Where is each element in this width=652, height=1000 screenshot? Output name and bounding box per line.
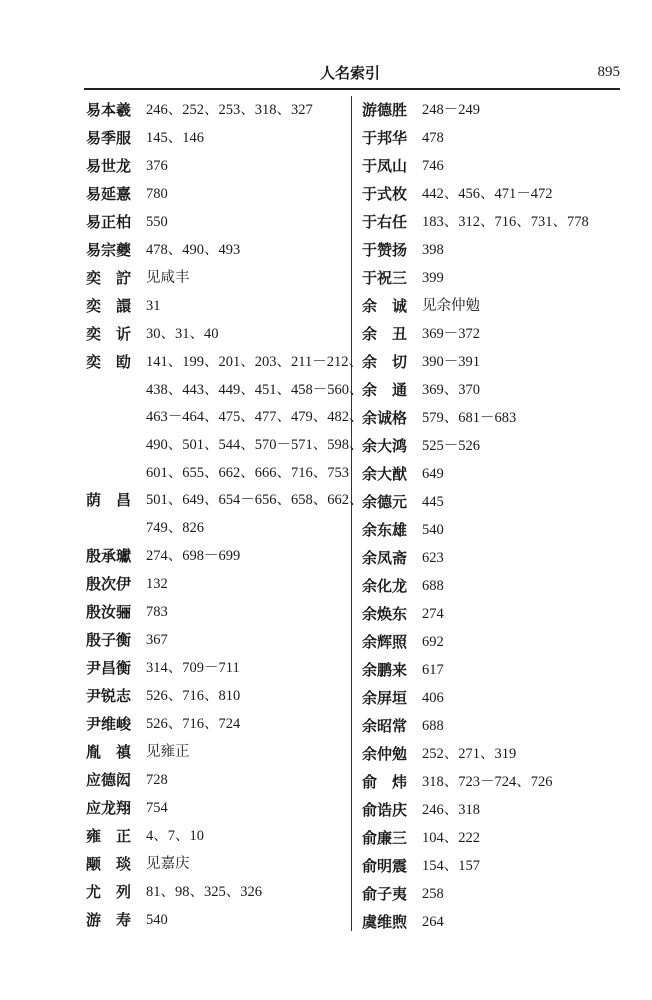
right-index-column — [362, 96, 620, 936]
index-entry — [362, 208, 620, 236]
entry-name: 殷汝骊 — [86, 602, 132, 621]
page-ref-line: 132 — [146, 575, 168, 592]
index-entry — [362, 96, 620, 124]
page-ref-line: 314、709－711 — [146, 659, 240, 676]
page-ref-line: 274 — [422, 606, 444, 622]
entry-page-refs — [146, 682, 348, 710]
page-ref-line: 445 — [422, 494, 444, 510]
entry-page-refs — [146, 878, 348, 906]
entry-page-refs — [422, 320, 620, 348]
index-entry — [86, 570, 348, 598]
entry-name: 俞炜 — [362, 773, 423, 791]
entry-page-refs — [422, 600, 620, 628]
page-ref-line: 501、649、654－656、658、662、 — [146, 492, 364, 509]
entry-name: 余大鸿 — [362, 437, 408, 455]
entry-name: 尤列 — [86, 882, 147, 901]
entry-page-refs — [146, 264, 348, 292]
entry-page-refs — [146, 570, 348, 598]
page-ref-line: 81、98、325、326 — [146, 883, 262, 900]
index-entry — [86, 152, 348, 180]
index-entry — [86, 320, 348, 348]
entry-page-refs — [422, 264, 620, 292]
entry-name: 余大猷 — [362, 465, 408, 483]
entry-page-refs — [146, 542, 348, 570]
page-ref-line: 478、490、493 — [146, 242, 241, 258]
entry-page-refs — [146, 348, 364, 486]
page-ref-line: 264 — [422, 914, 444, 930]
page-ref-line: 390－391 — [422, 354, 480, 370]
entry-page-refs — [422, 292, 620, 320]
entry-page-refs — [422, 152, 620, 180]
entry-name: 俞子夷 — [362, 885, 408, 903]
page-ref-line: 649 — [422, 466, 444, 482]
page-number: 895 — [597, 64, 620, 80]
entry-page-refs — [422, 628, 620, 656]
index-entry — [362, 600, 620, 628]
index-entry — [362, 740, 620, 768]
entry-name: 应德闳 — [86, 770, 132, 789]
index-entry — [362, 292, 620, 320]
index-entry — [362, 824, 620, 852]
entry-name: 奕譞 — [86, 297, 147, 315]
page-ref-line: 728 — [146, 771, 168, 788]
index-entry — [86, 626, 348, 654]
entry-name: 余辉照 — [362, 633, 408, 651]
page-ref-line: 525－526 — [422, 438, 480, 454]
page-ref-line: 104、222 — [422, 830, 480, 846]
entry-page-refs — [422, 180, 620, 208]
entry-name: 余德元 — [362, 493, 408, 511]
page-ref-line: 见余仲勉 — [422, 298, 480, 314]
page-ref-line: 780 — [146, 186, 168, 202]
index-entry — [86, 208, 348, 236]
page-ref-line: 688 — [422, 718, 444, 734]
entry-page-refs — [422, 544, 620, 572]
index-entry — [86, 486, 364, 541]
entry-name: 殷子衡 — [86, 630, 132, 649]
index-entry — [362, 684, 620, 712]
entry-page-refs — [422, 404, 620, 432]
page-ref-line: 252、271、319 — [422, 746, 517, 762]
index-entry — [86, 124, 348, 152]
left-index-column — [86, 96, 364, 934]
entry-page-refs — [422, 880, 620, 908]
entry-name: 余化龙 — [362, 577, 408, 595]
index-entry — [362, 404, 620, 432]
index-entry — [362, 348, 620, 376]
index-entry — [362, 124, 620, 152]
entry-page-refs — [146, 180, 348, 208]
page-ref-line: 4、7、10 — [146, 827, 204, 844]
page-ref-line: 248－249 — [422, 102, 480, 118]
entry-name: 余诚 — [362, 297, 423, 315]
index-entry — [86, 598, 348, 626]
index-entry — [362, 628, 620, 656]
header-rule — [84, 88, 620, 90]
entry-name: 余昭常 — [362, 717, 408, 735]
entry-page-refs — [422, 376, 620, 404]
index-entry — [86, 236, 348, 264]
page-ref-line: 见嘉庆 — [146, 855, 190, 872]
entry-name: 余焕东 — [362, 605, 408, 623]
entry-page-refs — [422, 656, 620, 684]
entry-page-refs — [146, 906, 348, 934]
entry-name: 余凤斋 — [362, 549, 408, 567]
entry-page-refs — [422, 488, 620, 516]
entry-name: 游寿 — [86, 910, 147, 929]
entry-name: 余切 — [362, 353, 423, 371]
page-ref-line: 145、146 — [146, 130, 204, 146]
page-ref-line: 376 — [146, 158, 168, 174]
index-entry — [86, 264, 348, 292]
index-entry — [362, 544, 620, 572]
entry-page-refs — [422, 712, 620, 740]
page-ref-line: 246、318 — [422, 802, 480, 818]
page-ref-line: 617 — [422, 662, 444, 678]
index-entry — [86, 542, 348, 570]
entry-page-refs — [422, 572, 620, 600]
entry-name: 于邦华 — [362, 129, 408, 147]
page-ref-line: 369、370 — [422, 382, 480, 398]
entry-page-refs — [146, 320, 348, 348]
page-ref-line: 463－464、475、477、479、482、 — [146, 409, 364, 426]
index-entry — [86, 878, 348, 906]
entry-name: 奕劻 — [86, 353, 147, 371]
entry-name: 尹锐志 — [86, 686, 132, 705]
entry-name: 于赞扬 — [362, 241, 408, 259]
page-ref-line: 183、312、716、731、778 — [422, 214, 589, 230]
page-ref-line: 550 — [146, 214, 168, 230]
index-entry — [86, 348, 364, 486]
index-entry — [362, 712, 620, 740]
entry-page-refs — [146, 626, 348, 654]
index-entry — [362, 572, 620, 600]
entry-name: 胤禛 — [86, 742, 147, 761]
index-entry — [362, 488, 620, 516]
page-ref-line: 369－372 — [422, 326, 480, 342]
entry-name: 易正柏 — [86, 213, 132, 231]
page-ref-line: 754 — [146, 799, 168, 816]
entry-name: 余通 — [362, 381, 423, 399]
entry-page-refs — [422, 908, 620, 936]
entry-page-refs — [146, 598, 348, 626]
entry-page-refs — [146, 236, 348, 264]
entry-name: 余诚格 — [362, 409, 408, 427]
index-entry — [362, 236, 620, 264]
page-ref-line: 见雍正 — [146, 743, 190, 760]
entry-name: 俞明震 — [362, 857, 408, 875]
index-entry — [86, 180, 348, 208]
entry-name: 余仲勉 — [362, 745, 408, 763]
page-ref-line: 274、698－699 — [146, 547, 241, 564]
entry-name: 于式枚 — [362, 185, 408, 203]
entry-page-refs — [422, 796, 620, 824]
index-entry — [86, 292, 348, 320]
index-entry — [362, 180, 620, 208]
index-entry — [362, 376, 620, 404]
entry-page-refs — [422, 460, 620, 488]
page-ref-line: 692 — [422, 634, 444, 650]
entry-name: 余屏垣 — [362, 689, 408, 707]
page-ref-line: 746 — [422, 158, 444, 174]
entry-name: 游德胜 — [362, 101, 408, 119]
page-ref-line: 749、826 — [146, 520, 204, 537]
page-ref-line: 246、252、253、318、327 — [146, 102, 313, 118]
page-ref-line: 398 — [422, 242, 444, 258]
entry-name: 荫昌 — [86, 491, 147, 510]
page-ref-line: 438、443、449、451、458－560、 — [146, 381, 364, 398]
index-entry — [86, 710, 348, 738]
entry-name: 易宗夔 — [86, 241, 132, 259]
entry-name: 奕詝 — [86, 269, 147, 287]
page-ref-line: 688 — [422, 578, 444, 594]
index-entry — [86, 738, 348, 766]
entry-page-refs — [422, 740, 620, 768]
entry-page-refs — [422, 516, 620, 544]
entry-name: 尹维峻 — [86, 714, 132, 733]
entry-name: 雍正 — [86, 826, 147, 845]
entry-page-refs — [146, 292, 348, 320]
index-entry — [362, 264, 620, 292]
entry-name: 殷次伊 — [86, 574, 132, 593]
page-ref-line: 367 — [146, 631, 168, 648]
index-entry — [86, 682, 348, 710]
entry-page-refs — [422, 96, 620, 124]
index-entry — [362, 516, 620, 544]
index-entry — [86, 766, 348, 794]
entry-name: 虞维煦 — [362, 913, 408, 931]
entry-page-refs — [146, 208, 348, 236]
entry-name: 余丑 — [362, 325, 423, 343]
page-ref-line: 579、681－683 — [422, 410, 517, 426]
page-ref-line: 526、716、724 — [146, 715, 241, 732]
running-header-title: 人名索引 — [319, 64, 380, 82]
entry-page-refs — [422, 348, 620, 376]
entry-name: 应龙翔 — [86, 798, 132, 817]
page-ref-line: 318、723－724、726 — [422, 774, 553, 790]
page-ref-line: 30、31、40 — [146, 326, 219, 342]
page-ref-line: 31 — [146, 298, 161, 314]
index-entry — [362, 908, 620, 936]
entry-name: 尹昌衡 — [86, 658, 132, 677]
entry-page-refs — [146, 96, 348, 124]
entry-name: 易本羲 — [86, 101, 132, 119]
entry-name: 殷承瓛 — [86, 546, 132, 565]
page-ref-line: 154、157 — [422, 858, 480, 874]
entry-page-refs — [422, 208, 620, 236]
entry-page-refs — [146, 766, 348, 794]
index-entry — [362, 880, 620, 908]
page-ref-line: 601、655、662、666、716、753 — [146, 464, 349, 481]
page-ref-line: 540 — [422, 522, 444, 538]
entry-name: 易世龙 — [86, 157, 132, 175]
index-entry — [86, 850, 348, 878]
entry-page-refs — [146, 654, 348, 682]
entry-page-refs — [146, 822, 348, 850]
page-ref-line: 442、456、471－472 — [422, 186, 553, 202]
entry-page-refs — [146, 152, 348, 180]
entry-page-refs — [146, 486, 364, 541]
page-ref-line: 258 — [422, 886, 444, 902]
index-entry — [362, 320, 620, 348]
page-ref-line: 623 — [422, 550, 444, 566]
index-entry — [362, 796, 620, 824]
index-entry — [86, 822, 348, 850]
entry-name: 俞廉三 — [362, 829, 408, 847]
page-ref-line: 141、199、201、203、211－212、 — [146, 354, 363, 370]
entry-name: 余东雄 — [362, 521, 408, 539]
index-entry — [362, 460, 620, 488]
entry-name: 易延憙 — [86, 185, 132, 203]
entry-name: 颙琰 — [86, 854, 147, 873]
entry-page-refs — [422, 432, 620, 460]
entry-page-refs — [422, 852, 620, 880]
entry-name: 俞诰庆 — [362, 801, 408, 819]
entry-page-refs — [422, 824, 620, 852]
index-entry — [86, 906, 348, 934]
entry-name: 于右任 — [362, 213, 408, 231]
entry-name: 于凤山 — [362, 157, 408, 175]
index-entry — [86, 654, 348, 682]
page-ref-line: 见咸丰 — [146, 270, 190, 286]
page-ref-line: 490、501、544、570－571、598、 — [146, 437, 364, 454]
index-entry — [362, 768, 620, 796]
page-ref-line: 399 — [422, 270, 444, 286]
index-entry — [362, 656, 620, 684]
index-entry — [362, 432, 620, 460]
entry-page-refs — [146, 794, 348, 822]
entry-name: 余鹏来 — [362, 661, 408, 679]
page-ref-line: 540 — [146, 911, 168, 928]
entry-page-refs — [422, 124, 620, 152]
page-ref-line: 478 — [422, 130, 444, 146]
page-ref-line: 406 — [422, 690, 444, 706]
entry-page-refs — [422, 768, 620, 796]
entry-page-refs — [146, 710, 348, 738]
index-entry — [362, 852, 620, 880]
index-entry — [86, 794, 348, 822]
entry-page-refs — [422, 236, 620, 264]
entry-name: 奕䜣 — [86, 325, 147, 343]
entry-page-refs — [146, 738, 348, 766]
index-entry — [86, 96, 348, 124]
entry-name: 于祝三 — [362, 269, 408, 287]
entry-page-refs — [146, 124, 348, 152]
page-ref-line: 526、716、810 — [146, 687, 241, 704]
entry-page-refs — [422, 684, 620, 712]
index-entry — [362, 152, 620, 180]
entry-name: 易季服 — [86, 129, 132, 147]
entry-page-refs — [146, 850, 348, 878]
page-ref-line: 783 — [146, 603, 168, 620]
